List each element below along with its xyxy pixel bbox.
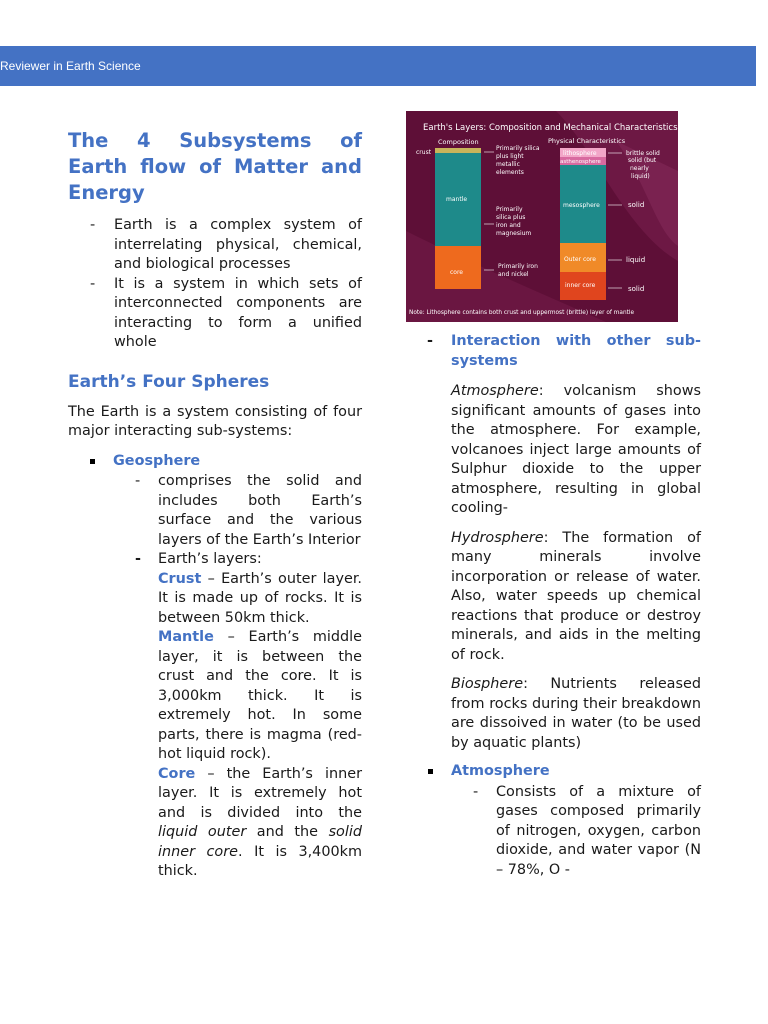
core-layer-label: core [450,269,463,276]
diagram-title: Earth's Layers: Composition and Mechanical Characteristics [423,123,678,133]
intro-bullet-text: It is a system in which sets of interconnected components are interacting to form a unified whole [114,275,362,350]
interaction-heading: Interaction with other sub-systems [451,333,701,369]
core-composition-note: Primarily iron and nickel [498,263,538,278]
hydrosphere-interaction-paragraph [451,529,701,666]
hydrosphere-label-italic: Hydrosphere [451,529,544,546]
interaction-paragraphs [427,382,701,753]
physical-header: Physical Characteristics [548,137,626,145]
core-text-italic: liquid outer [158,824,247,840]
atmosphere-label-italic: Atmosphere [451,383,539,399]
geosphere-desc: comprises the solid and includes both Earth’s surface and the various layers of the Earth’s Interior [158,473,362,548]
core-text-italic: solid inner core [158,824,362,860]
list-item [451,783,701,881]
mantle-composition-note: Primarily silica plus iron and magnesium [496,206,532,237]
atmosphere-desc: Consists of a mixture of gases composed primarily of nitrogen, oxygen, carbon dioxide, and water vapor (N – 78%, O - [496,783,701,878]
document-header-bar [0,46,756,86]
atmosphere-interaction-text: : volcanism shows significant amounts of gases into the atmosphere. For example, volcanoes inject large amounts of Sulphur dioxide to the upper atmosphere, resulting in global cooling- [451,383,701,516]
crust-text: – Earth’s outer layer. It is made up of rocks. It is between 50km thick. [158,570,362,626]
composition-header: Composition [438,138,479,146]
geosphere-section [68,452,362,882]
page-title: The 4 Subsystems of Earth flow of Matter and Energy [68,129,362,204]
asthenosphere-state: solid (but nearly liquid) [628,157,657,180]
core-text: – the Earth’s inner layer. It is extremely hot and is divided into the [158,765,362,821]
intro-bullet-list [90,216,362,353]
square-bullet-icon [428,769,433,774]
mantle-label: Mantle [158,629,214,645]
dash-marker: - [90,275,96,292]
mantle-layer-label: mantle [446,196,468,203]
outer-core-state: liquid [626,256,646,264]
intro-bullet-text: Earth is a complex system of interrelating physical, chemical, and biological processes [114,217,362,272]
mantle-text: – Earth’s middle layer, it is between the crust and the core. It is 3,000km thick. It is extremely hot. In some parts, there is magma (red-hot liquid rock). [158,629,362,762]
outer-core-label: Outer core [564,256,596,263]
crust-layer [435,148,481,153]
dash-marker: - [90,217,96,233]
dash-marker: - [427,333,433,349]
core-text: and the [246,824,329,840]
document-header-title: Reviewer in Earth Science [0,59,141,73]
crust-label: Crust [158,570,202,587]
asthenosphere-label: asthenosphere [560,159,601,165]
four-spheres-heading: Earth’s Four Spheres [68,371,270,392]
inner-core-label: inner core [565,282,596,289]
geosphere-label: Geosphere [113,452,201,469]
dash-marker: - [135,551,141,567]
list-item [90,275,362,353]
lithosphere-state: brittle solid [626,150,660,157]
geosphere-list [113,472,362,882]
lithosphere-label: lithosphere [563,150,597,157]
diagram-note: Note: Lithosphere contains both crust and uppermost (brittle) layer of mantle [409,310,635,316]
mesosphere-label: mesosphere [563,202,600,209]
list-item [113,472,362,550]
core-label: Core [158,765,196,782]
atmosphere-section [427,762,701,880]
left-column [68,128,362,882]
mantle-desc [158,628,362,765]
biosphere-interaction-paragraph [451,675,701,753]
crust-desc [158,570,362,629]
atmosphere-heading: Atmosphere [451,763,550,779]
earth-layers-figure [406,111,678,322]
mesosphere-state: solid [628,201,645,209]
layers-intro: Earth’s layers: [158,551,262,567]
dash-marker: - [135,473,141,489]
core-text: . It is 3,400km thick. [158,843,362,879]
biosphere-interaction-text: : Nutrients released from rocks during their breakdown are dissoived in water (to be used by aquatic plants) [451,676,701,751]
square-bullet-icon [90,459,95,464]
biosphere-label-italic: Biosphere [451,676,524,692]
spheres-intro: The Earth is a system consisting of four major interacting sub-systems: [68,403,362,439]
atmosphere-interaction-paragraph [451,382,701,519]
crust-layer-label: crust [416,149,432,156]
inner-core-state: solid [628,285,645,293]
crust-composition-note: Primarily silica plus light metallic elements [496,145,540,176]
core-layer [435,246,481,289]
list-item [113,550,362,882]
list-item [90,216,362,275]
core-desc [158,765,362,882]
dash-marker: - [473,783,479,800]
hydrosphere-interaction-text: : The formation of many minerals involve incorporation or release of water. Also, water speeds up chemical reactions that produce or destroy minerals, and aids in the melting of rock. [451,529,701,663]
atmosphere-list [451,783,701,881]
earth-layers-diagram [406,111,678,322]
interaction-section [427,332,701,880]
